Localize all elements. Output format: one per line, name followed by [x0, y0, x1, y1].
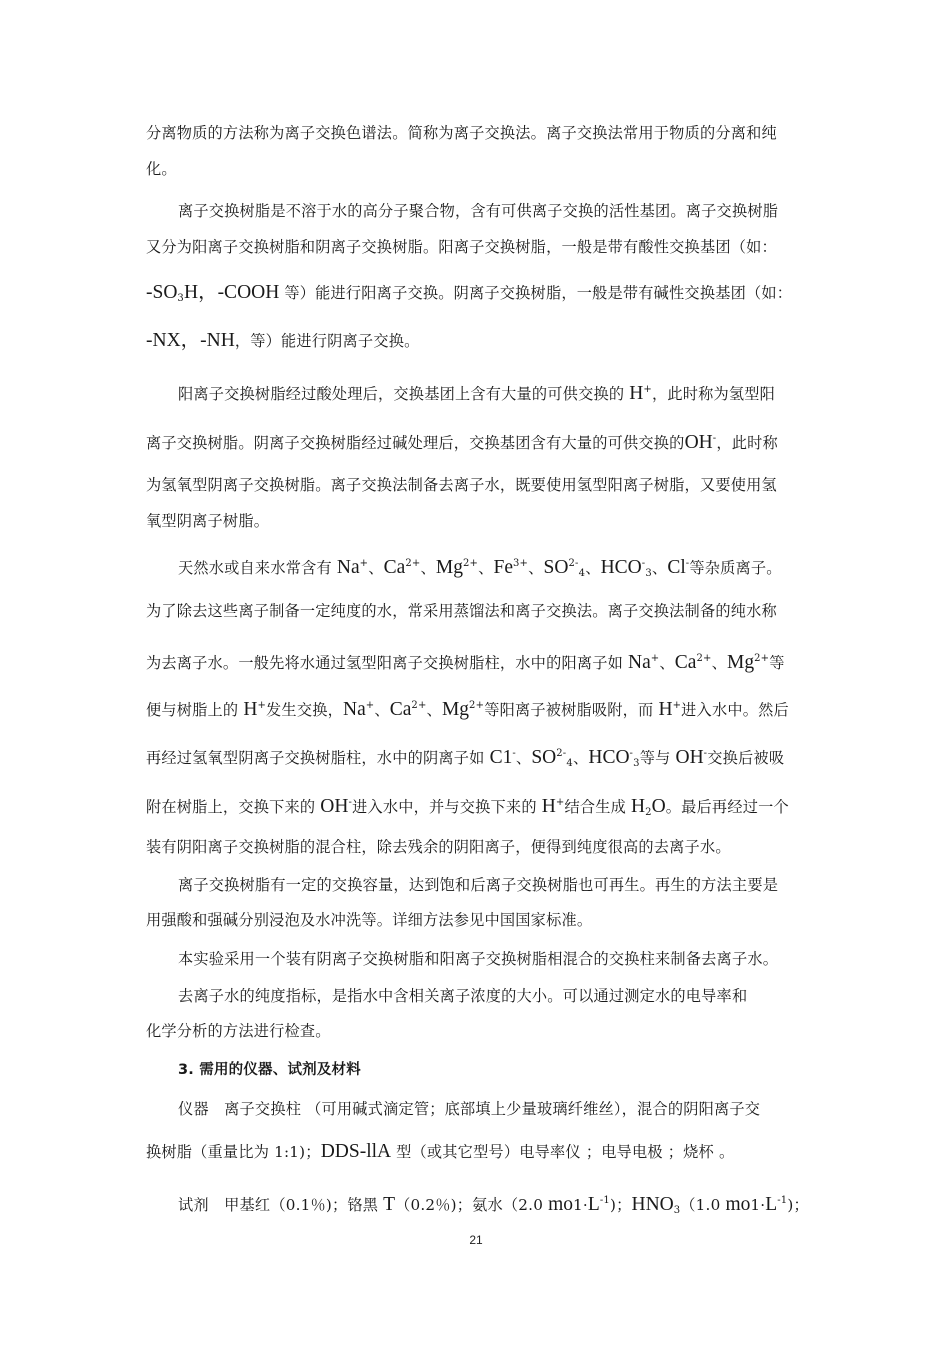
text-line: 再经过氢氧型阴离子交换树脂柱，水中的阴离子如 C1-、$SO^{2-}_4$、$HCO^-_3$等与 OH-交换后被吸: [146, 747, 785, 769]
page-number: 21: [469, 1233, 483, 1247]
text-line: 试剂 甲基红（0.1％)；铬黑 T（0.2％)；氨水（2.0 $mo1\cdot L^{-1}$)；$HNO_3(1.0$ $mo1\cdot L^{-1}$)；: [178, 1194, 809, 1216]
text-line: 天然水或自来水常含有 Na+、$Ca^{2+}$、$Mg^{2+}$、$Fe^{3+}$、$SO^{2-}_4$、$HCO^-_3$、Cl-等杂质离子。: [178, 557, 782, 579]
text-line: 又分为阳离子交换树脂和阴离子交换树脂。阳离子交换树脂，一般是带有酸性交换基团（如：: [146, 238, 777, 256]
text-line: 仪器 离子交换柱 （可用碱式滴定管；底部填上少量玻璃纤维丝），混合的阴阳离子交: [178, 1100, 761, 1118]
text-line: 化学分析的方法进行检查。: [146, 1022, 331, 1040]
text-line: 阳离子交换树脂经过酸处理后，交换基团上含有大量的可供交换的 H+，此时称为氢型阳: [178, 383, 776, 404]
section-heading: 3. 需用的仪器、试剂及材料: [178, 1062, 361, 1078]
text-line: 离子交换树脂有一定的交换容量，达到饱和后离子交换树脂也可再生。再生的方法主要是: [178, 876, 779, 894]
text-line: $-SO_3H$，-COOH 等）能进行阳离子交换。阴离子交换树脂，一般是带有碱性交换基团（如：: [146, 282, 793, 304]
text-line: 便与树脂上的 H+发生交换，Na+、$Ca^{2+}$、$Mg^{2+}$等阳离子被树脂吸附，而 H+进入水中。然后: [146, 699, 789, 720]
text-line: 用强酸和强碱分别浸泡及水冲洗等。详细方法参见中国国家标准。: [146, 911, 593, 929]
text-line: 离子交换树脂是不溶于水的高分子聚合物，含有可供离子交换的活性基团。离子交换树脂: [178, 202, 779, 220]
text-line: 装有阴阳离子交换树脂的混合柱，除去残余的阴阳离子，便得到纯度很高的去离子水。: [146, 838, 731, 856]
text-line: 分离物质的方法称为离子交换色谱法。简称为离子交换法。离子交换法常用于物质的分离和纯: [146, 124, 777, 142]
text-line: 氧型阴离子树脂。: [146, 512, 270, 530]
text-line: -NX，-NH，等）能进行阴离子交换。: [146, 330, 420, 351]
text-line: 附在树脂上，交换下来的 OH-进入水中，并与交换下来的 H+结合生成 $H_2O$。最后再经过一个: [146, 796, 789, 818]
text-line: 为了除去这些离子制备一定纯度的水，常采用蒸馏法和离子交换法。离子交换法制备的纯水称: [146, 602, 777, 620]
text-line: 化。: [146, 160, 177, 178]
text-line: 本实验采用一个装有阴离子交换树脂和阳离子交换树脂相混合的交换柱来制备去离子水。: [178, 950, 779, 968]
text-line: 为去离子水。一般先将水通过氢型阳离子交换树脂柱，水中的阳离子如 Na+、$Ca^{2+}$、$Mg^{2+}$等: [146, 652, 785, 673]
text-line: 去离子水的纯度指标，是指水中含相关离子浓度的大小。可以通过测定水的电导率和: [178, 987, 748, 1005]
text-line: 离子交换树脂。阴离子交换树脂经过碱处理后，交换基团含有大量的可供交换的OH-，此时称: [146, 432, 778, 453]
text-line: 为氢氧型阴离子交换树脂。离子交换法制备去离子水，既要使用氢型阳离子树脂，又要使用氢: [146, 476, 777, 494]
text-line: 换树脂（重量比为 1:1)；DDS-llA 型（或其它型号）电导率仪 ；电导电极 ；烧杯 。: [146, 1141, 735, 1162]
